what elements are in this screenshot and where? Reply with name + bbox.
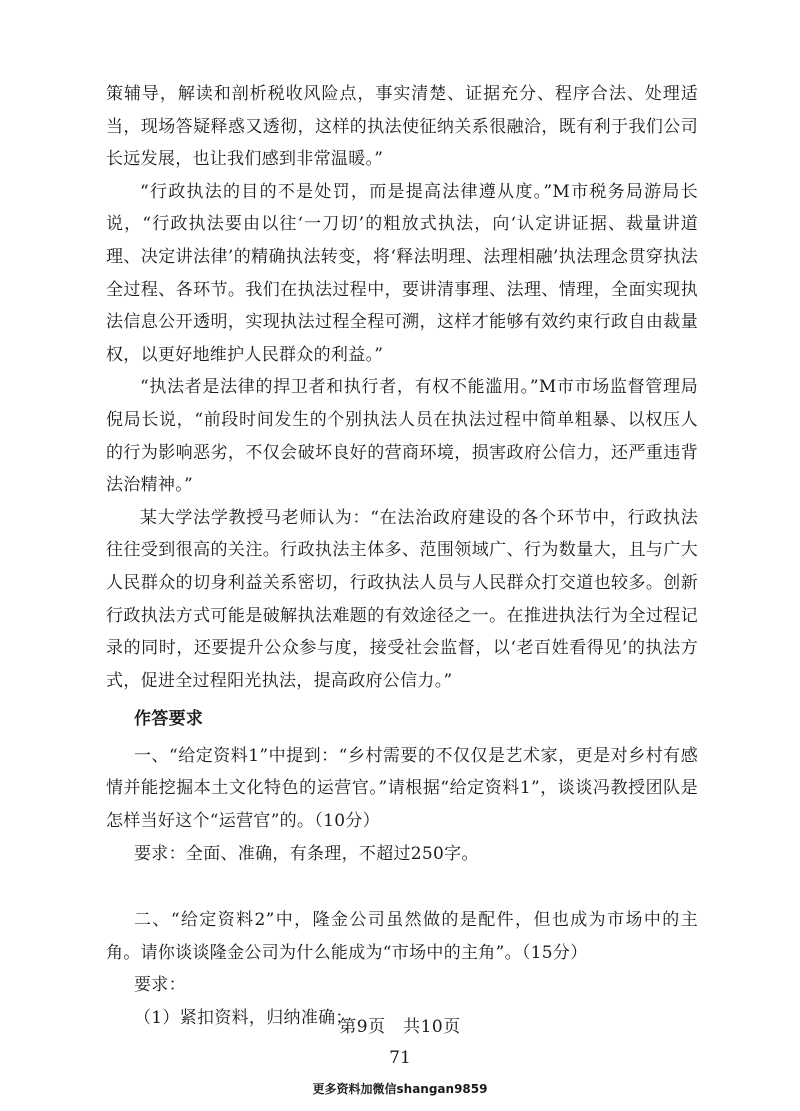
- page-label: 第9页 共10页: [339, 1017, 461, 1037]
- spacer: [106, 870, 698, 904]
- question-1: 一、“给定资料1”中提到：“乡村需要的不仅仅是艺术家，更是对乡村有感情并能挖掘本土文化特色的运营官。”请根据“给定资料1”，谈谈冯教授团队是怎样当好这个“运营官”的。（10分）: [106, 745, 698, 832]
- question-2-requirement-item: （1）紧扣资料，归纳准确；: [134, 1008, 353, 1029]
- section-heading: 作答要求: [134, 709, 204, 730]
- footer-note: 更多资料加微信shangan9859: [312, 1082, 488, 1096]
- paragraph-continued: 策辅导，解读和剖析税收风险点，事实清楚、证据充分、程序合法、处理适当，现场答疑释惑又透彻，这样的执法使征纳关系很融洽，既有利于我们公司长远发展，也让我们感到非常温暖。”: [106, 84, 698, 170]
- question-2-requirement-label: 要求：: [134, 975, 186, 996]
- paragraph-tax-bureau-quote: “行政执法的目的不是处罚，而是提高法律遵从度。”M市税务局游局长说，“行政执法要由以往‘一刀切’的粗放式执法，向‘认定讲证据、裁量讲道理、决定讲法律’的精确执法转变，将‘释法明理、法理相融’执法理念贯穿执法全过程、各环节。我们在执法过程中，要讲清事理、法理、情理，全面实现执法信息公开透明，实现执法过程全程可溯，这样才能够有效约束行政自由裁量权，以更好地维护人民群众的利益。”: [106, 181, 698, 365]
- page-body: [106, 78, 698, 1035]
- question-2: 二、“给定资料2”中，隆金公司虽然做的是配件，但也成为市场中的主角。请你谈谈隆金公司为什么能成为“市场中的主角”。（15分）: [106, 910, 698, 963]
- paragraph-market-supervision-quote: “执法者是法律的捍卫者和执行者，有权不能滥用。”M市市场监督管理局倪局长说，“前段时间发生的个别执法人员在执法过程中简单粗暴、以权压人的行为影响恶劣，不仅会破坏良好的营商环境，损害政府公信力，还严重违背法治精神。”: [106, 377, 698, 496]
- paragraph-professor-quote: 某大学法学教授马老师认为：“在法治政府建设的各个环节中，行政执法往往受到很高的关注。行政执法主体多、范围领域广、行为数量大，且与广大人民群众的切身利益关系密切，行政执法人员与人民群众打交道也较多。创新行政执法方式可能是破解执法难题的有效途径之一。在推进执法行为全过程记录的同时，还要提升公众参与度，接受社会监督，以‘老百姓看得见’的执法方式，促进全过程阳光执法，提高政府公信力。”: [106, 507, 698, 691]
- page-number: 71: [389, 1048, 411, 1068]
- question-1-requirement: 要求：全面、准确，有条理，不超过250字。: [134, 843, 479, 864]
